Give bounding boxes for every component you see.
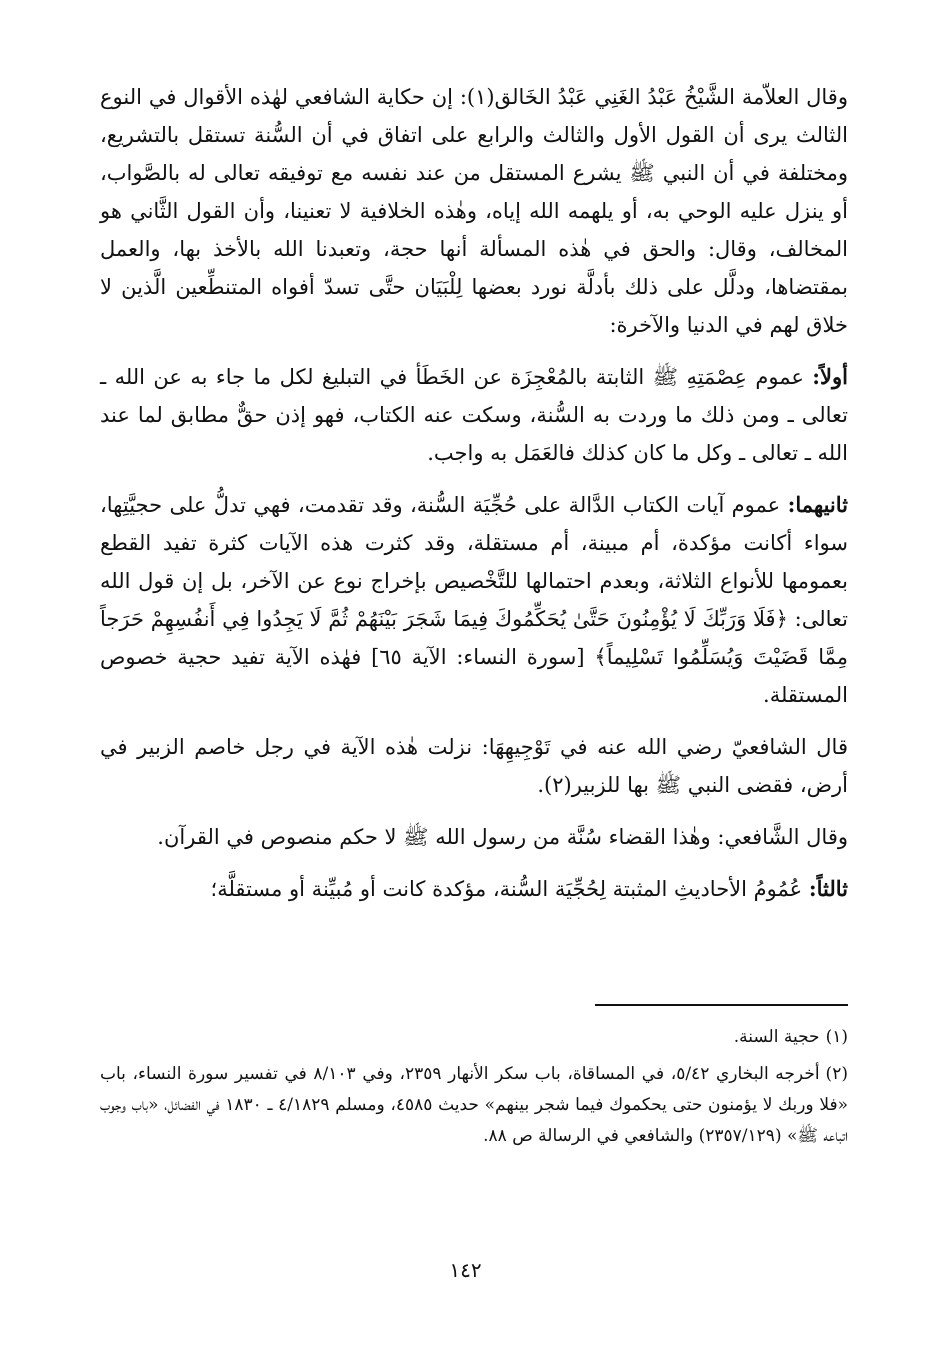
- paragraph-lead: أولاً:: [812, 364, 848, 389]
- footnote-2: [100, 1059, 848, 1152]
- paragraph-lead: ثالثاً:: [808, 876, 848, 901]
- page-number: ١٤٢: [449, 1258, 482, 1282]
- footnote-1: [100, 1022, 848, 1053]
- paragraph-second-evidence: [100, 486, 848, 714]
- footnote-number: (١): [825, 1027, 848, 1047]
- paragraph-text: وقال الشَّافعي: وهٰذا القضاء سُنَّة من رسول الله ﷺ لا حكم منصوص في القرآن.: [157, 825, 848, 849]
- paragraph-text: عموم عِصْمَتِهِ ﷺ الثابتة بالمُعْجِزَة عن الخَطَأ في التبليغ لكل ما جاء به عن الله ـ تعالى ـ ومن ذلك ما وردت به السُّنة، وسكت عنه الكتاب، فهو إذن حقٌّ مطابق لما عند الله ـ تعالى ـ وكل ما كان كذلك فالعَمَل به واجب.: [100, 365, 848, 465]
- paragraph-shafii-quote: [100, 818, 848, 856]
- footnotes: [100, 1022, 848, 1158]
- paragraph-third-evidence: [100, 870, 848, 908]
- footnote-text: أخرجه البخاري ٥/٤٢، في المساقاة، باب سكر الأنهار ٢٣٥٩، وفي ٨/١٠٣ في تفسير سورة النساء، باب «فلا وربك لا يؤمنون حتى يحكموك فيما شجر بينهم» حديث ٤٥٨٥، ومسلم ٤/١٨٢٩ ـ ١٨٣٠ في الفضائل، «باب وجوب اتباعه ﷺ» (٢٣٥٧/١٢٩) والشافعي في الرسالة ص ٨٨.: [100, 1064, 849, 1146]
- main-text: [100, 78, 848, 922]
- paragraph-lead: ثانيهما:: [787, 492, 848, 517]
- footnote-separator: [595, 1004, 848, 1006]
- paragraph-text: عموم آيات الكتاب الدَّالة على حُجِّيَة السُّنة، وقد تقدمت، فهي تدلُّ على حجيَّتِها، سواء أكانت مؤكدة، أم مبينة، أم مستقلة، وقد كثرت هذه الآيات كثرة تفيد القطع بعمومها للأنواع الثلاثة، وبعدم احتمالها للتَّخْصيص بإخراج نوع عن الآخر، بل إن قول الله تعالى: ﴿فَلَا وَرَبِّكَ لَا يُؤْمِنُونَ حَتَّىٰ يُحَكِّمُوكَ فِيمَا شَجَرَ بَيْنَهُمْ ثُمَّ لَا يَجِدُوا فِي أَنفُسِهِمْ حَرَجاً مِمَّا قَضَيْتَ وَيُسَلِّمُوا تَسْلِيماً﴾ [سورة النساء: الآية ٦٥] فهٰذه الآية تفيد حجية خصوص المستقلة.: [100, 493, 848, 707]
- paragraph-quote-abdulghani: [100, 78, 848, 344]
- paragraph-first-evidence: [100, 358, 848, 472]
- paragraph-text: وقال العلاّمة الشَّيْخُ عَبْدُ الغَنِي عَبْدُ الخَالق(١): إن حكاية الشافعي لهٰذه الأقوال في النوع الثالث يرى أن القول الأول والثالث والرابع على اتفاق في أن السُّنة تستقل بالتشريع، ومختلفة في أن النبي ﷺ يشرع المستقل من عند نفسه مع توفيقه تعالى له بالصَّواب، أو ينزل عليه الوحي به، أو يلهمه الله إياه، وهٰذه الخلافية لا تعنينا، وأن القول الثَّاني هو المخالف، وقال: والحق في هٰذه المسألة أنها حجة، وتعبدنا الله بالأخذ بها، والعمل بمقتضاها، ودلَّل على ذلك بأدلَّة نورد بعضها لِلْبَيَان حتَّى تسدّ أفواه المتنطِّعين الَّذين لا خلاق لهم في الدنيا والآخرة:: [100, 85, 848, 337]
- paragraph-text: عُمُومُ الأحاديثِ المثبتة لِحُجِّيَة السُّنة، مؤكدة كانت أو مُبيِّنة أو مستقلَّة؛: [210, 877, 809, 901]
- footnote-number: (٢): [825, 1064, 848, 1084]
- paragraph-text: قال الشافعيّ رضي الله عنه في تَوْجِيهِهَا: نزلت هٰذه الآية في رجل خاصم الزبير في أرض، فقضى النبي ﷺ بها للزبير(٢).: [100, 735, 848, 797]
- paragraph-shafii-explanation: [100, 728, 848, 804]
- footnote-text: حجية السنة.: [733, 1027, 820, 1047]
